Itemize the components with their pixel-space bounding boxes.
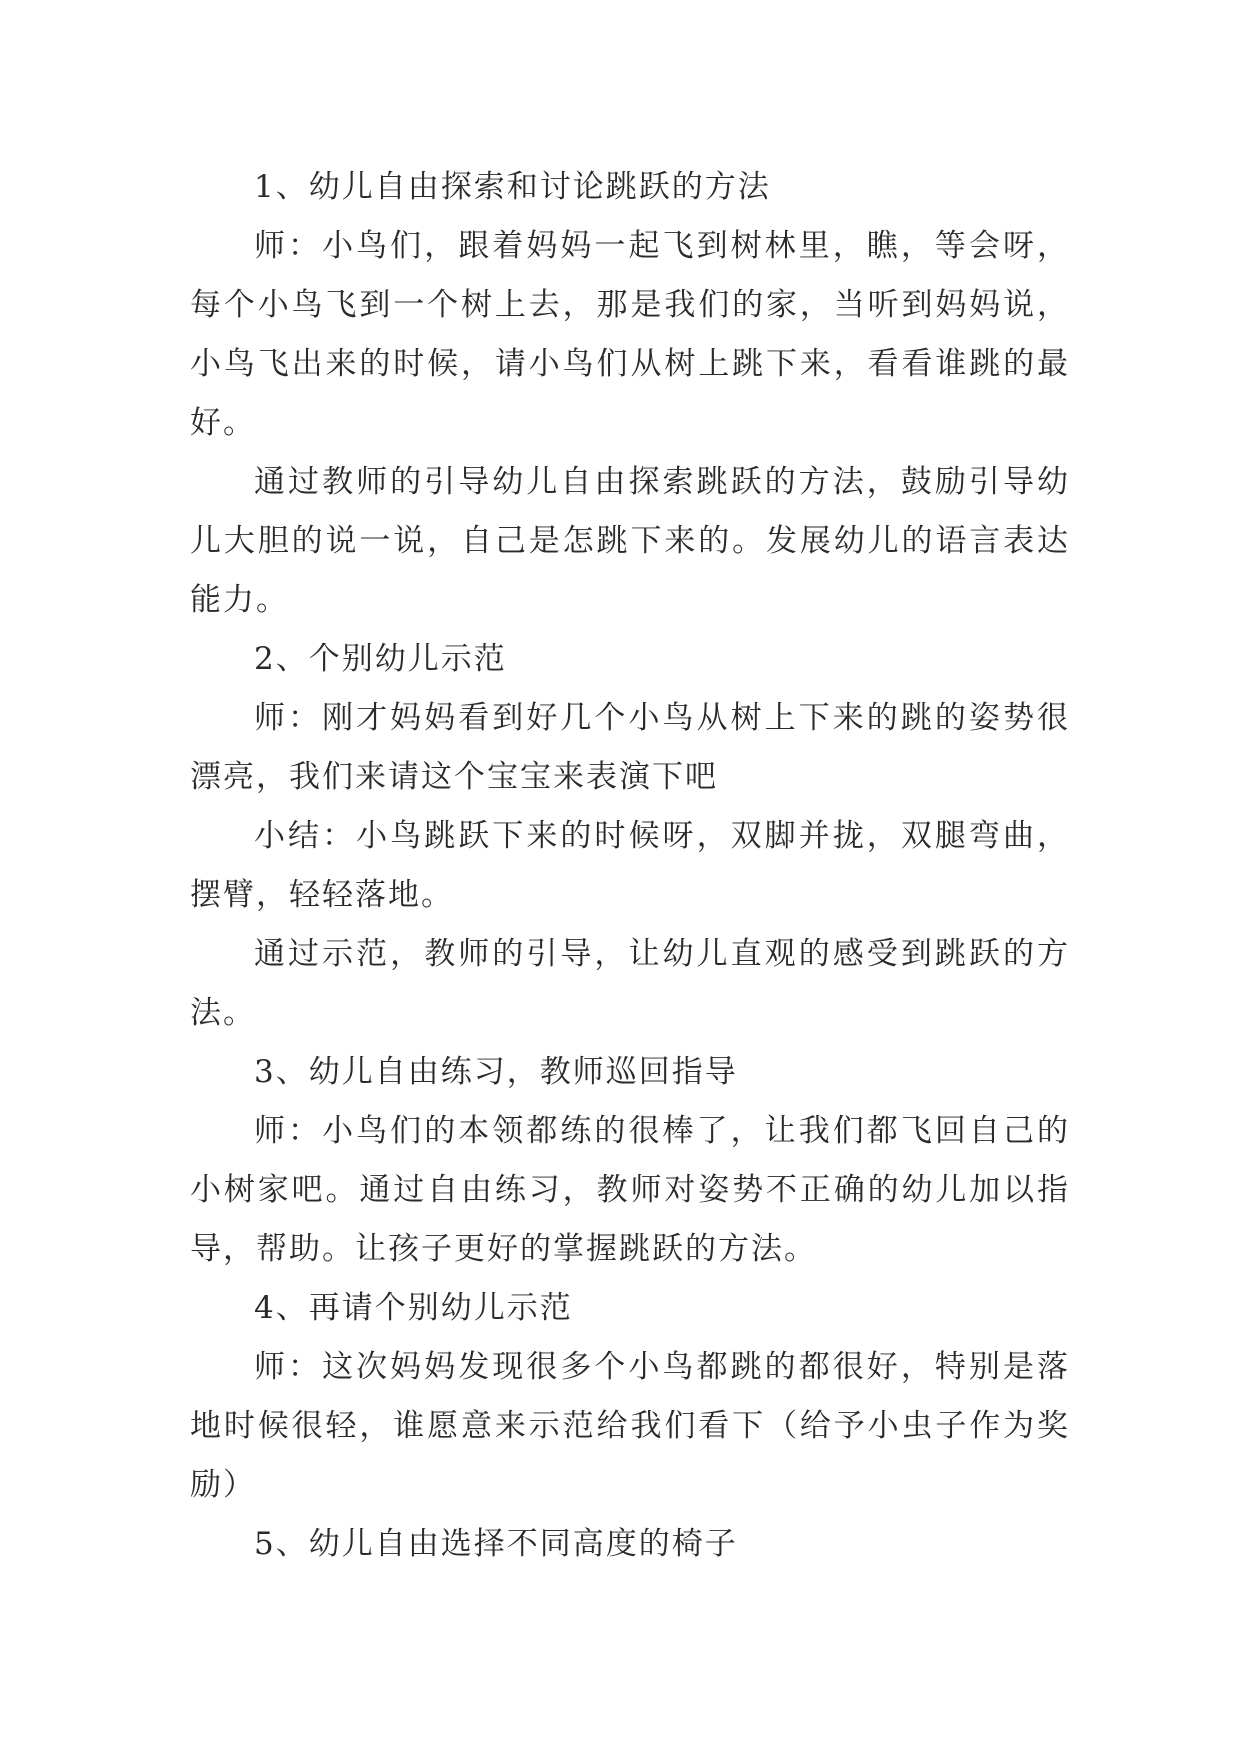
section-heading-1: 1、幼儿自由探索和讨论跳跃的方法 xyxy=(254,169,771,205)
paragraph-summary: 小结：小鸟跳跃下来的时候呀，双脚并拢，双腿弯曲，摆臂，轻轻落地。 xyxy=(190,818,1070,913)
section-heading-3: 3、幼儿自由练习，教师巡回指导 xyxy=(254,1054,738,1090)
document-body xyxy=(190,158,1070,1574)
paragraph-teacher-dialogue-4: 师：这次妈妈发现很多个小鸟都跳的都很好，特别是落地时候很轻，谁愿意来示范给我们看下（给予小虫子作为奖励） xyxy=(190,1349,1070,1503)
paragraph-explanation-2: 通过示范，教师的引导，让幼儿直观的感受到跳跃的方法。 xyxy=(190,936,1070,1031)
paragraph-teacher-dialogue-3: 师：小鸟们的本领都练的很棒了，让我们都飞回自己的小树家吧。通过自由练习，教师对姿势不正确的幼儿加以指导，帮助。让孩子更好的掌握跳跃的方法。 xyxy=(190,1113,1070,1267)
paragraph-explanation-1: 通过教师的引导幼儿自由探索跳跃的方法，鼓励引导幼儿大胆的说一说，自己是怎跳下来的。发展幼儿的语言表达能力。 xyxy=(190,464,1070,618)
paragraph-teacher-dialogue-1: 师：小鸟们，跟着妈妈一起飞到树林里，瞧，等会呀，每个小鸟飞到一个树上去，那是我们的家，当听到妈妈说，小鸟飞出来的时候，请小鸟们从树上跳下来，看看谁跳的最好。 xyxy=(190,228,1070,441)
section-heading-5: 5、幼儿自由选择不同高度的椅子 xyxy=(254,1526,738,1562)
section-heading-4: 4、再请个别幼儿示范 xyxy=(254,1290,573,1326)
paragraph-teacher-dialogue-2: 师：刚才妈妈看到好几个小鸟从树上下来的跳的姿势很漂亮，我们来请这个宝宝来表演下吧 xyxy=(190,700,1070,795)
section-heading-2: 2、个别幼儿示范 xyxy=(254,641,507,677)
